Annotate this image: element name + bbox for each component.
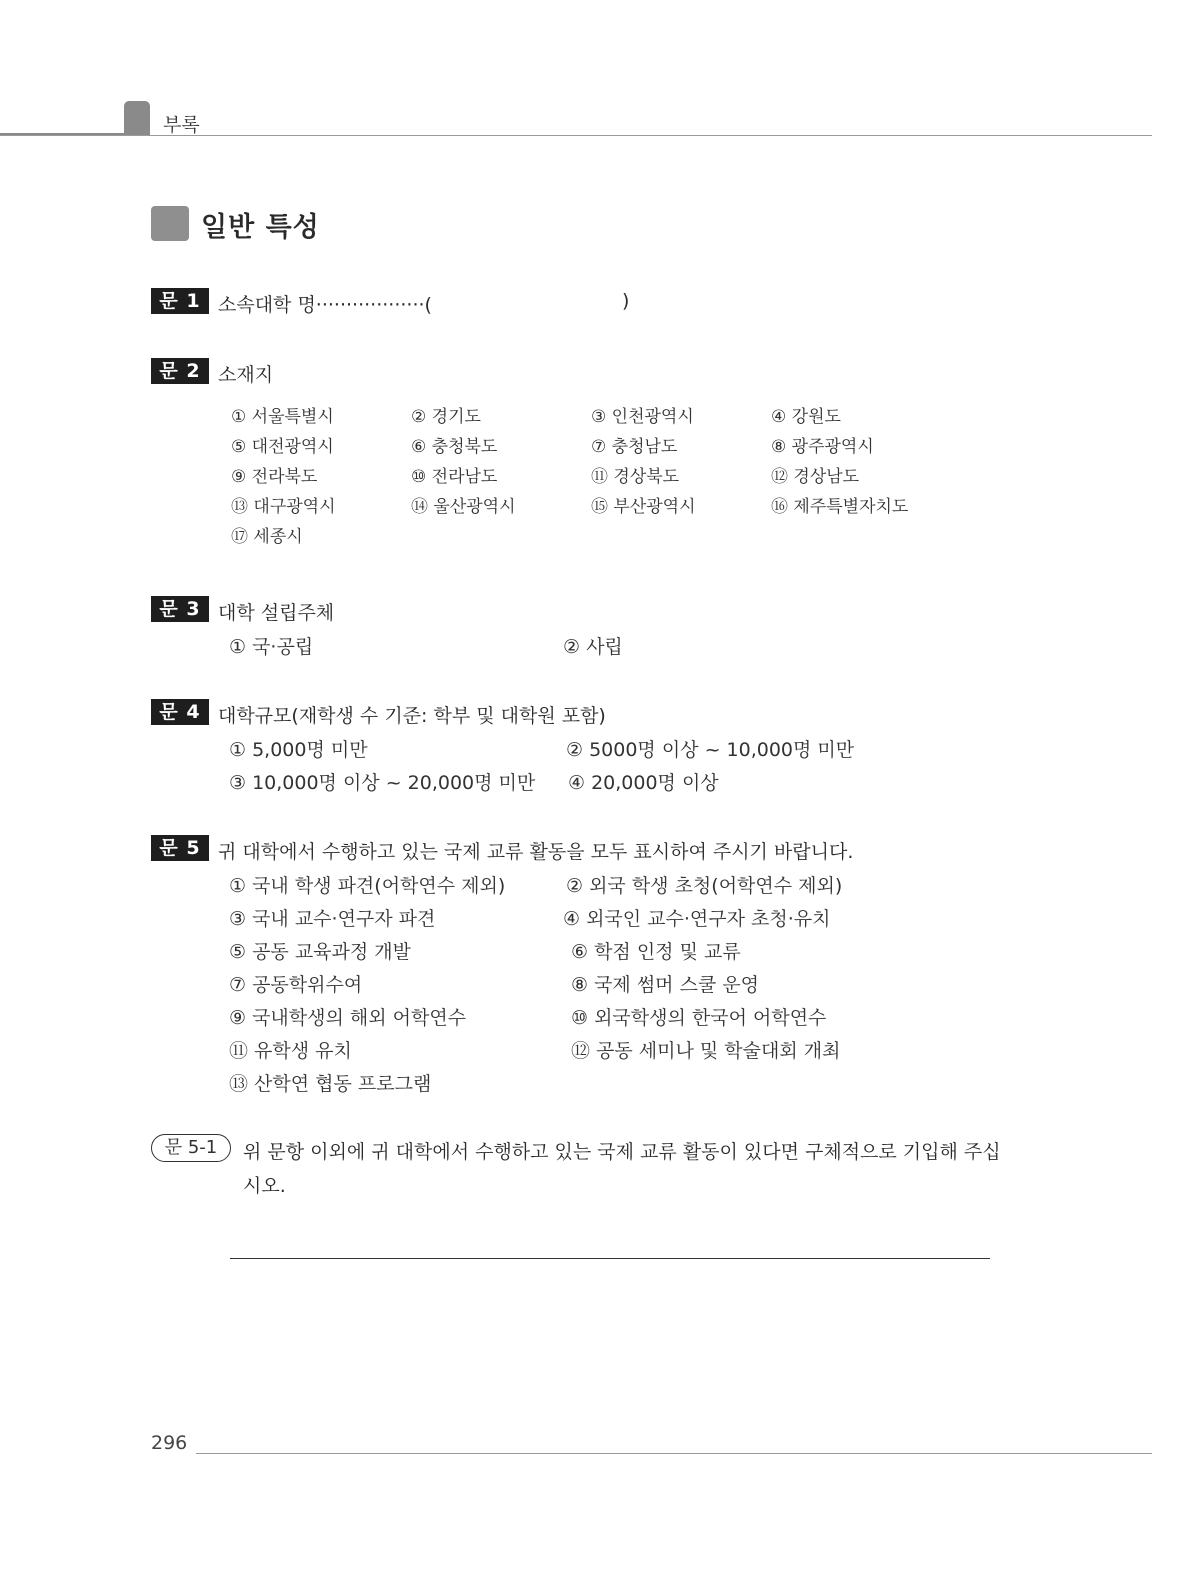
q5-option[interactable]: ③ 국내 교수·연구자 파견 [229,908,436,930]
q1-text: 소속대학 명··················( [218,294,432,316]
q2-option[interactable]: ⑦ 충청남도 [591,437,678,457]
q5-option[interactable]: ⑨ 국내학생의 해외 어학연수 [229,1007,467,1029]
q5-badge: 문 5 [151,835,209,861]
q2-option[interactable]: ⑬ 대구광역시 [231,497,336,517]
q4-option[interactable]: ② 5000명 이상 ~ 10,000명 미만 [566,739,855,761]
q2-option[interactable]: ⑮ 부산광역시 [591,497,696,517]
q1-badge: 문 1 [151,288,209,314]
q2-option[interactable]: ⑨ 전라북도 [231,467,318,487]
q3-option[interactable]: ② 사립 [563,636,623,658]
q2-option[interactable]: ② 경기도 [411,407,481,427]
q2-badge: 문 2 [151,358,209,384]
q2-option[interactable]: ③ 인천광역시 [591,407,694,427]
q5-option[interactable]: ⑤ 공동 교육과정 개발 [229,941,411,963]
q5-option[interactable]: ② 외국 학생 초청(어학연수 제외) [566,875,843,897]
q2-option[interactable]: ⑤ 대전광역시 [231,437,334,457]
header-label: 부록 [163,114,200,136]
q4-text: 대학규모(재학생 수 기준: 학부 및 대학원 포함) [218,705,606,727]
q5-option[interactable]: ⑩ 외국학생의 한국어 어학연수 [571,1007,827,1029]
q5-option[interactable]: ⑬ 산학연 협동 프로그램 [229,1073,432,1095]
q2-option[interactable]: ① 서울특별시 [231,407,334,427]
q3-text: 대학 설립주체 [218,602,335,624]
q2-text: 소재지 [218,364,274,386]
q2-option[interactable]: ⑭ 울산광역시 [411,497,516,517]
q5-1-text-line2: 시오. [243,1175,286,1197]
q3-badge: 문 3 [151,596,209,622]
q2-option[interactable]: ⑰ 세종시 [231,527,303,547]
section-title: 일반 특성 [201,212,320,243]
q2-option[interactable]: ④ 강원도 [771,407,841,427]
q5-option[interactable]: ⑦ 공동학위수여 [229,974,363,996]
q3-option[interactable]: ① 국·공립 [229,636,314,658]
q2-option[interactable]: ⑩ 전라남도 [411,467,498,487]
q5-option[interactable]: ⑪ 유학생 유치 [229,1040,352,1062]
q5-option[interactable]: ⑥ 학점 인정 및 교류 [571,941,741,963]
q4-badge: 문 4 [151,699,209,725]
q5-1-badge: 문 5-1 [151,1134,231,1162]
q4-option[interactable]: ③ 10,000명 이상 ~ 20,000명 미만 [229,772,536,794]
q5-option[interactable]: ④ 외국인 교수·연구자 초청·유치 [563,908,831,930]
footer-rule [196,1453,1152,1454]
header-tab-marker [124,101,150,135]
q4-option[interactable]: ① 5,000명 미만 [229,739,368,761]
q2-option[interactable]: ⑫ 경상남도 [771,467,860,487]
q1-close-paren: ) [622,290,630,312]
q5-text: 귀 대학에서 수행하고 있는 국제 교류 활동을 모두 표시하여 주시기 바랍니다. [218,841,854,863]
q2-option[interactable]: ⑪ 경상북도 [591,467,680,487]
q4-option[interactable]: ④ 20,000명 이상 [568,772,719,794]
q2-option[interactable]: ⑥ 충청북도 [411,437,498,457]
q2-option[interactable]: ⑧ 광주광역시 [771,437,874,457]
page-number: 296 [151,1432,188,1454]
q2-option[interactable]: ⑯ 제주특별자치도 [771,497,909,517]
q5-option[interactable]: ⑫ 공동 세미나 및 학술대회 개최 [571,1040,841,1062]
q5-1-text-line1: 위 문항 이외에 귀 대학에서 수행하고 있는 국제 교류 활동이 있다면 구체적으로 기입해 주십 [243,1141,1001,1163]
q5-option[interactable]: ⑧ 국제 썸머 스쿨 운영 [571,974,760,996]
answer-line[interactable] [230,1258,990,1259]
section-marker [151,206,189,241]
q5-option[interactable]: ① 국내 학생 파견(어학연수 제외) [229,875,506,897]
